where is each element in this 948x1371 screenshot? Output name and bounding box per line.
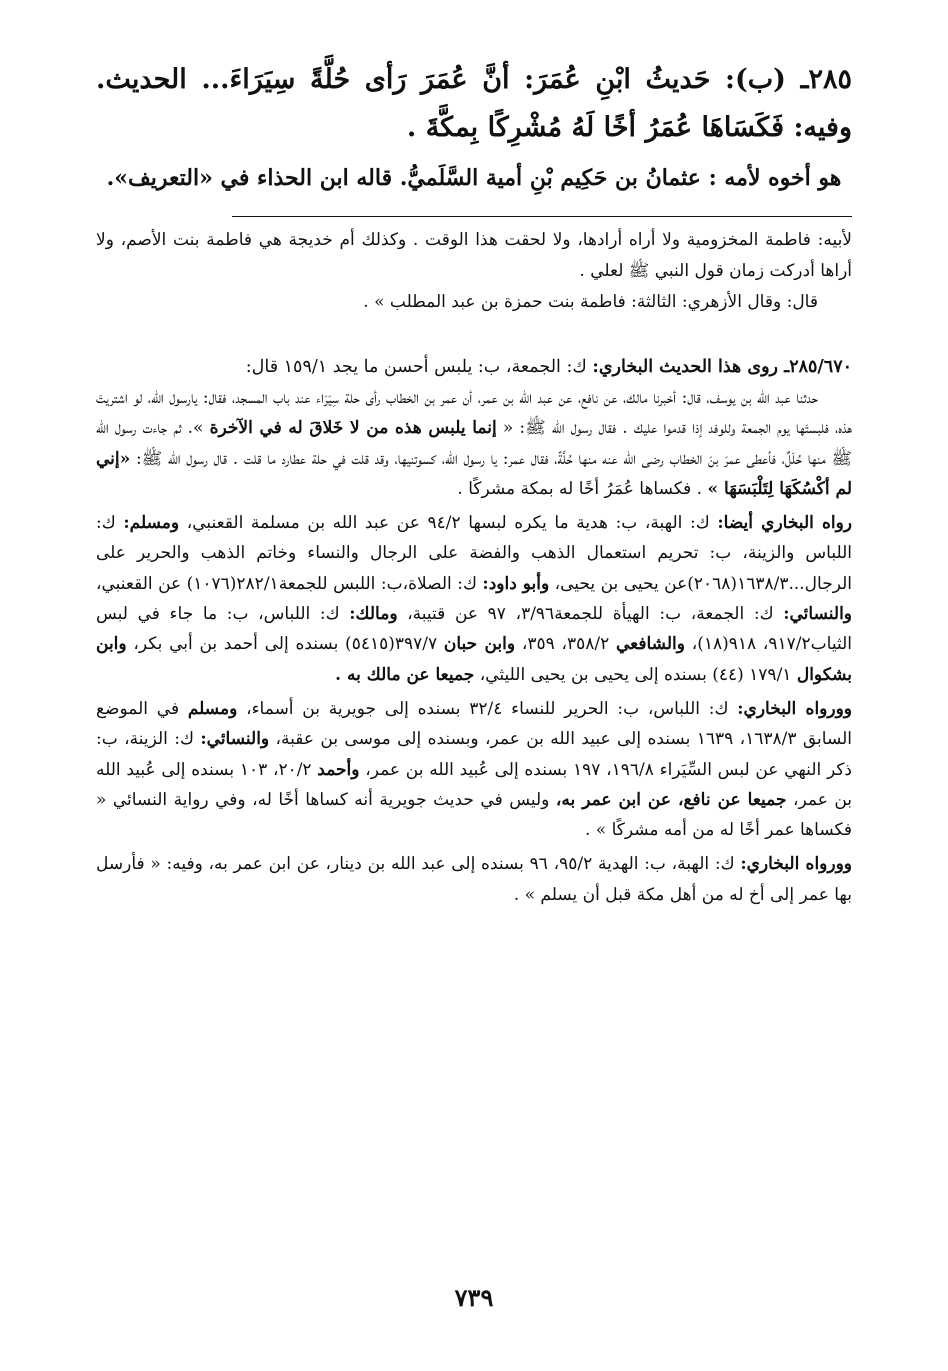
text: ك: الزينة، ب: ذكر النهي عن لبس السِّيَراء ١٩٦/٨، ١٩٧ بسنده إلى عُبيد الله بن عمر، <box>96 729 852 780</box>
text: ١٧٩/١ (٤٤) بسنده إلى يحيى بن يحيى الليثي، <box>479 664 792 685</box>
text: ٢٠/٢، ١٠٣ بسنده إلى عُبيد الله بن عمر، <box>96 759 852 810</box>
source-muslim: ومسلم <box>187 698 238 719</box>
page-number: ٧٣٩ <box>454 1283 494 1312</box>
source-nasai: والنسائي: <box>783 604 852 625</box>
conclusion: جميعا عن مالك به . <box>335 664 475 685</box>
conclusion: جميعا عن نافع، عن ابن عمر به، <box>555 789 787 810</box>
hadith-part-a: حدثنا عبد الله بن يوسف، قال: أخبرنا مالك، عن نافع، عن عبد الله بن عمر، أن عمر بن الخطاب رأى حلة سِيَرَاء عند باب المسجد، فقال: يارسول الله، لو اشتريتَ هذه، فلبستَها يوم الجمعة وللوفد إذا قدموا عليك . فقال رسول الله ﷺ: « <box>96 388 853 439</box>
hadith-quote-2: «إني لم أكْسُكَهَا لِتَلْبَسَهَا » <box>96 448 852 499</box>
source-bukhari: وورواه البخاري: <box>740 854 853 875</box>
text: ٣٩٧/٧(٥٤١٥) بسنده إلى أحمد بن أبي بكر، <box>133 634 438 655</box>
source-bukhari: رواه البخاري أيضا: <box>717 513 853 534</box>
section-heading-bold: ٢٨٥/٦٧٠ـ روى هذا الحديث البخاري: <box>592 357 852 377</box>
source-muslim: ومسلم: <box>123 513 180 534</box>
takhrij-paragraph-2 <box>96 694 852 845</box>
main-entry <box>96 56 852 152</box>
source-ibn-hibban: وابن حبان <box>443 634 516 655</box>
text: ك: الجمعة، ب: الهيأة للجمعة٣/٩٦، ٩٧ عن قتيبة، <box>407 604 774 625</box>
hadith-quote-1: إنما يلبس هذه من لا خَلاقَ له في الآخرة <box>209 418 497 439</box>
section-heading-rest: ك: الجمعة، ب: يلبس أحسن ما يجد ١٥٩/١ قال: <box>245 357 587 377</box>
section-gap <box>96 318 852 352</box>
entry-number: ٢٨٥ـ <box>800 64 852 95</box>
entry-note: هو أخوه لأمه : عثمانُ بن حَكِيم بْنِ أمية السَّلَميُّ. قاله ابن الحذاء في «التعريف». <box>106 165 842 191</box>
text: في الموضع السابق ١٦٣٨/٣، ١٦٣٩ بسنده إلى عبيد الله بن عمر، وبسنده إلى موسى بن عقبة، <box>96 698 853 750</box>
text: ٣٥٨/٢، ٣٥٩، <box>521 634 610 655</box>
source-abu-dawud: وأبو داود: <box>482 573 550 594</box>
hadith-part-c: ». ثم جاءت رسول الله ﷺ منها حُلَلٌ، فأعطى عمرَ بنَ الخطاب رضى الله عنه منها حُلَّةً، فقال عمر: يا رسول الله، كسوتنيها، وقد قلت في حلة عطارد ما قلت . قال رسول الله ﷺ: <box>96 418 853 469</box>
text: ك: الهبة، ب: الهدية ٩٥/٢، ٩٦ بسنده إلى عبد الله بن دينار، عن ابن عمر به، وفيه: « فأرسل بها عمر إلى أخ له من أهل مكة قبل أن يسلم » . <box>96 854 852 905</box>
text: ك: الهبة، ب: هدية ما يكره لبسها ٩٤/٢ عن عبد الله بن مسلمة القعنبي، <box>186 513 710 534</box>
hadith-part-e: . فكساها عُمَرُ أخًا له بمكة مشركًا . <box>457 478 703 499</box>
source-shafii: والشافعي <box>615 634 685 655</box>
text: ك: اللباس والزينة، ب: تحريم استعمال الذهب والفضة على الرجال والنساء وخاتم الذهب والحرير على الرجال...١٦٣٨/٣(٢٠٦٨)عن يحيى بن يحيى، <box>96 513 852 594</box>
hadith-text <box>96 383 852 504</box>
section-heading <box>96 352 852 383</box>
footnote-line-1: لأبيه: فاطمة المخزومية ولا أراه أرادها، ولا لحقت هذا الوقت . وكذلك أم خديجة هي فاطمة بنت الأصم، ولا أراها أدركت زمان قول النبي ﷺ لعلي . <box>96 230 852 281</box>
takhrij-paragraph-3 <box>96 849 852 910</box>
footnote-line-2: قال: وقال الأزهري: الثالثة: فاطمة بنت حمزة بن عبد المطلب » . <box>363 292 818 312</box>
text: ك: اللباس، ب: الحرير للنساء ٣٢/٤ بسنده إلى جويرية بن أسماء، <box>246 698 729 719</box>
text: ك: اللباس، ب: ما جاء في لبس الثياب٩١٧/٢، ٩١٨(١٨)، <box>96 604 853 655</box>
source-bukhari: وورواه البخاري: <box>737 698 853 719</box>
text: وليس في حديث جويرية أنه كساها أخًا له، وفي رواية النسائي « فكساها عمر أخًا له من أمه مشركًا » . <box>96 789 852 841</box>
source-malik: ومالك: <box>349 604 398 625</box>
source-ibn-bashkuwal: وابن بشكوال <box>96 634 852 685</box>
text: ك: الصلاة،ب: اللبس للجمعة٢٨٢/١(١٠٧٦) عن القعنبي، <box>96 573 477 594</box>
entry-text: (ب): حَديثُ ابْنِ عُمَرَ: أنَّ عُمَرَ رَأى حُلَّةً سِيَرَاءَ... الحديث. وفيه: فَكَسَاهَا عُمَرُ أخًا لَهُ مُشْرِكًا بِمكَّةَ . <box>96 64 852 143</box>
takhrij-paragraph-1 <box>96 508 852 690</box>
footnote-divider <box>232 216 852 217</box>
source-ahmad: وأحمد <box>317 759 360 780</box>
source-nasai: والنسائي: <box>200 729 270 750</box>
